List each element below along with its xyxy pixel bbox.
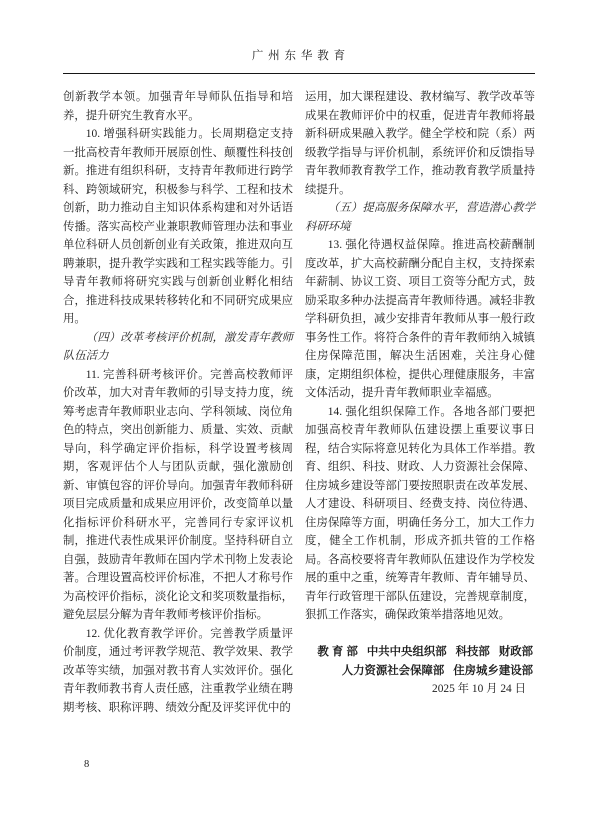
paragraph-continuation: 创新教学本领。加强青年导师队伍指导和培养，提升研究生教育水平。: [63, 91, 293, 122]
two-column-body: [63, 88, 535, 717]
section-heading-5: （五）提高服务保障水平，营造潜心教学科研环境: [305, 202, 535, 233]
page-header-title: 广 州 东 华 教 育: [251, 50, 347, 62]
section-heading-4: （四）改革考核评价机制，激发青年教师队伍活力: [63, 331, 293, 362]
paragraph-item-10: 10. 增强科研实践能力。长周期稳定支持一批高校青年教师开展原创性、颠覆性科技创新。推进有组织科研，支持青年教师进行跨学科、跨领域研究，积极参与科学、工程和技术创新，助力推动自主知识体系构建和对外话语传播。落实高校产业兼职教师管理办法和事业单位科研人员创新创业有关政策，推进双向互聘兼职，提升教学实践和工程实践等能力。引导青年教师将研究实践与创新创业孵化相结合，推进科技成果转移转化和不同研究成果应用。: [63, 128, 293, 325]
signature-line-1: [305, 643, 533, 662]
paragraph-item-14: 14. 强化组织保障工作。各地各部门要把加强高校青年教师队伍建设摆上重要议事日程，结合实际将意见转化为具体工作举措。教育、组织、科技、财政、人力资源社会保障、住房城乡建设等部门要按照职责在改革发展、人才建设、科研项目、经费支持、岗位待遇、住房保障等方面，明确任务分工，加大工作力度，健全工作机制，形成齐抓共管的工作格局。各高校要将青年教师队伍建设作为学校发展的重中之重，统筹青年教师、青年辅导员、青年行政管理干部队伍建设，完善规章制度，狠抓工作落实，确保政策举措落地见效。: [305, 405, 535, 621]
agency-name: 科技部: [455, 646, 490, 658]
signature-block: [305, 643, 535, 700]
left-column: [63, 88, 293, 717]
signature-date: 2025 年 10 月 24 日: [432, 683, 526, 695]
right-column: [305, 88, 535, 717]
header-divider: [63, 73, 535, 74]
paragraph-item-13: 13. 强化待遇权益保障。推进高校薪酬制度改革，扩大高校薪酬分配自主权，支持探索年薪制、协议工资、项目工资等分配方式，鼓励采取多种办法提高青年教师待遇。减轻非教学科研负担，减少安排青年教师从事一般行政事务性工作。将符合条件的青年教师纳入城镇住房保障范围，解决生活困难，关注身心健康，定期组织体检，提供心理健康服务，丰富文体活动，提升青年教师职业幸福感。: [305, 239, 535, 399]
agency-name: 人力资源社会保障部: [341, 664, 445, 677]
signature-line-2: [305, 662, 533, 681]
paragraph-continuation: 运用，加大课程建设、教材编写、教学改革等成果在教师评价中的权重，促进青年教师将最新科研成果融入教学。健全学校和院（系）两级教学指导与评价机制，系统评价和反馈指导青年教师教育教学工作，推动教育教学质量持续提升。: [305, 91, 535, 196]
paragraph-item-11: 11. 完善科研考核评价。完善高校教师评价改革，加大对青年教师的引导支持力度，统筹考虑青年教师职业志向、学科领域、岗位角色的特点，突出创新能力、质量、实效、贡献导向，科学确定评价指标，科学设置考核周期，客观评估个人与团队贡献，强化激励创新、审慎包容的评价导向。加强青年教师科研项目完成质量和成果应用评价，改变简单以量化指标评价科研水平，完善同行专家评议机制，推进代表性成果评价制度。坚持科研自立自强，鼓励青年教师在国内学术刊物上发表论著。合理设置高校评价标准，不把人才称号作为高校评价指标，淡化论文和奖项数量指标，避免层层分解为青年教师考核评价指标。: [63, 368, 293, 621]
paragraph-item-12: 12. 优化教育教学评价。完善教学质量评价制度，通过考评教学规范、教学效果、教学改革等实绩，加强对教书育人实效评价。强化青年教师教书育人责任感，注重教学业绩在聘期考核、职称评聘、绩效分配及评奖评优中的: [63, 627, 293, 714]
agency-name: 教 育 部: [317, 646, 358, 658]
agency-name: 住房城乡建设部: [453, 664, 533, 677]
agency-name: 财政部: [498, 646, 533, 658]
page-number: 8: [84, 759, 90, 770]
agency-name: 中共中央组织部: [366, 646, 447, 658]
